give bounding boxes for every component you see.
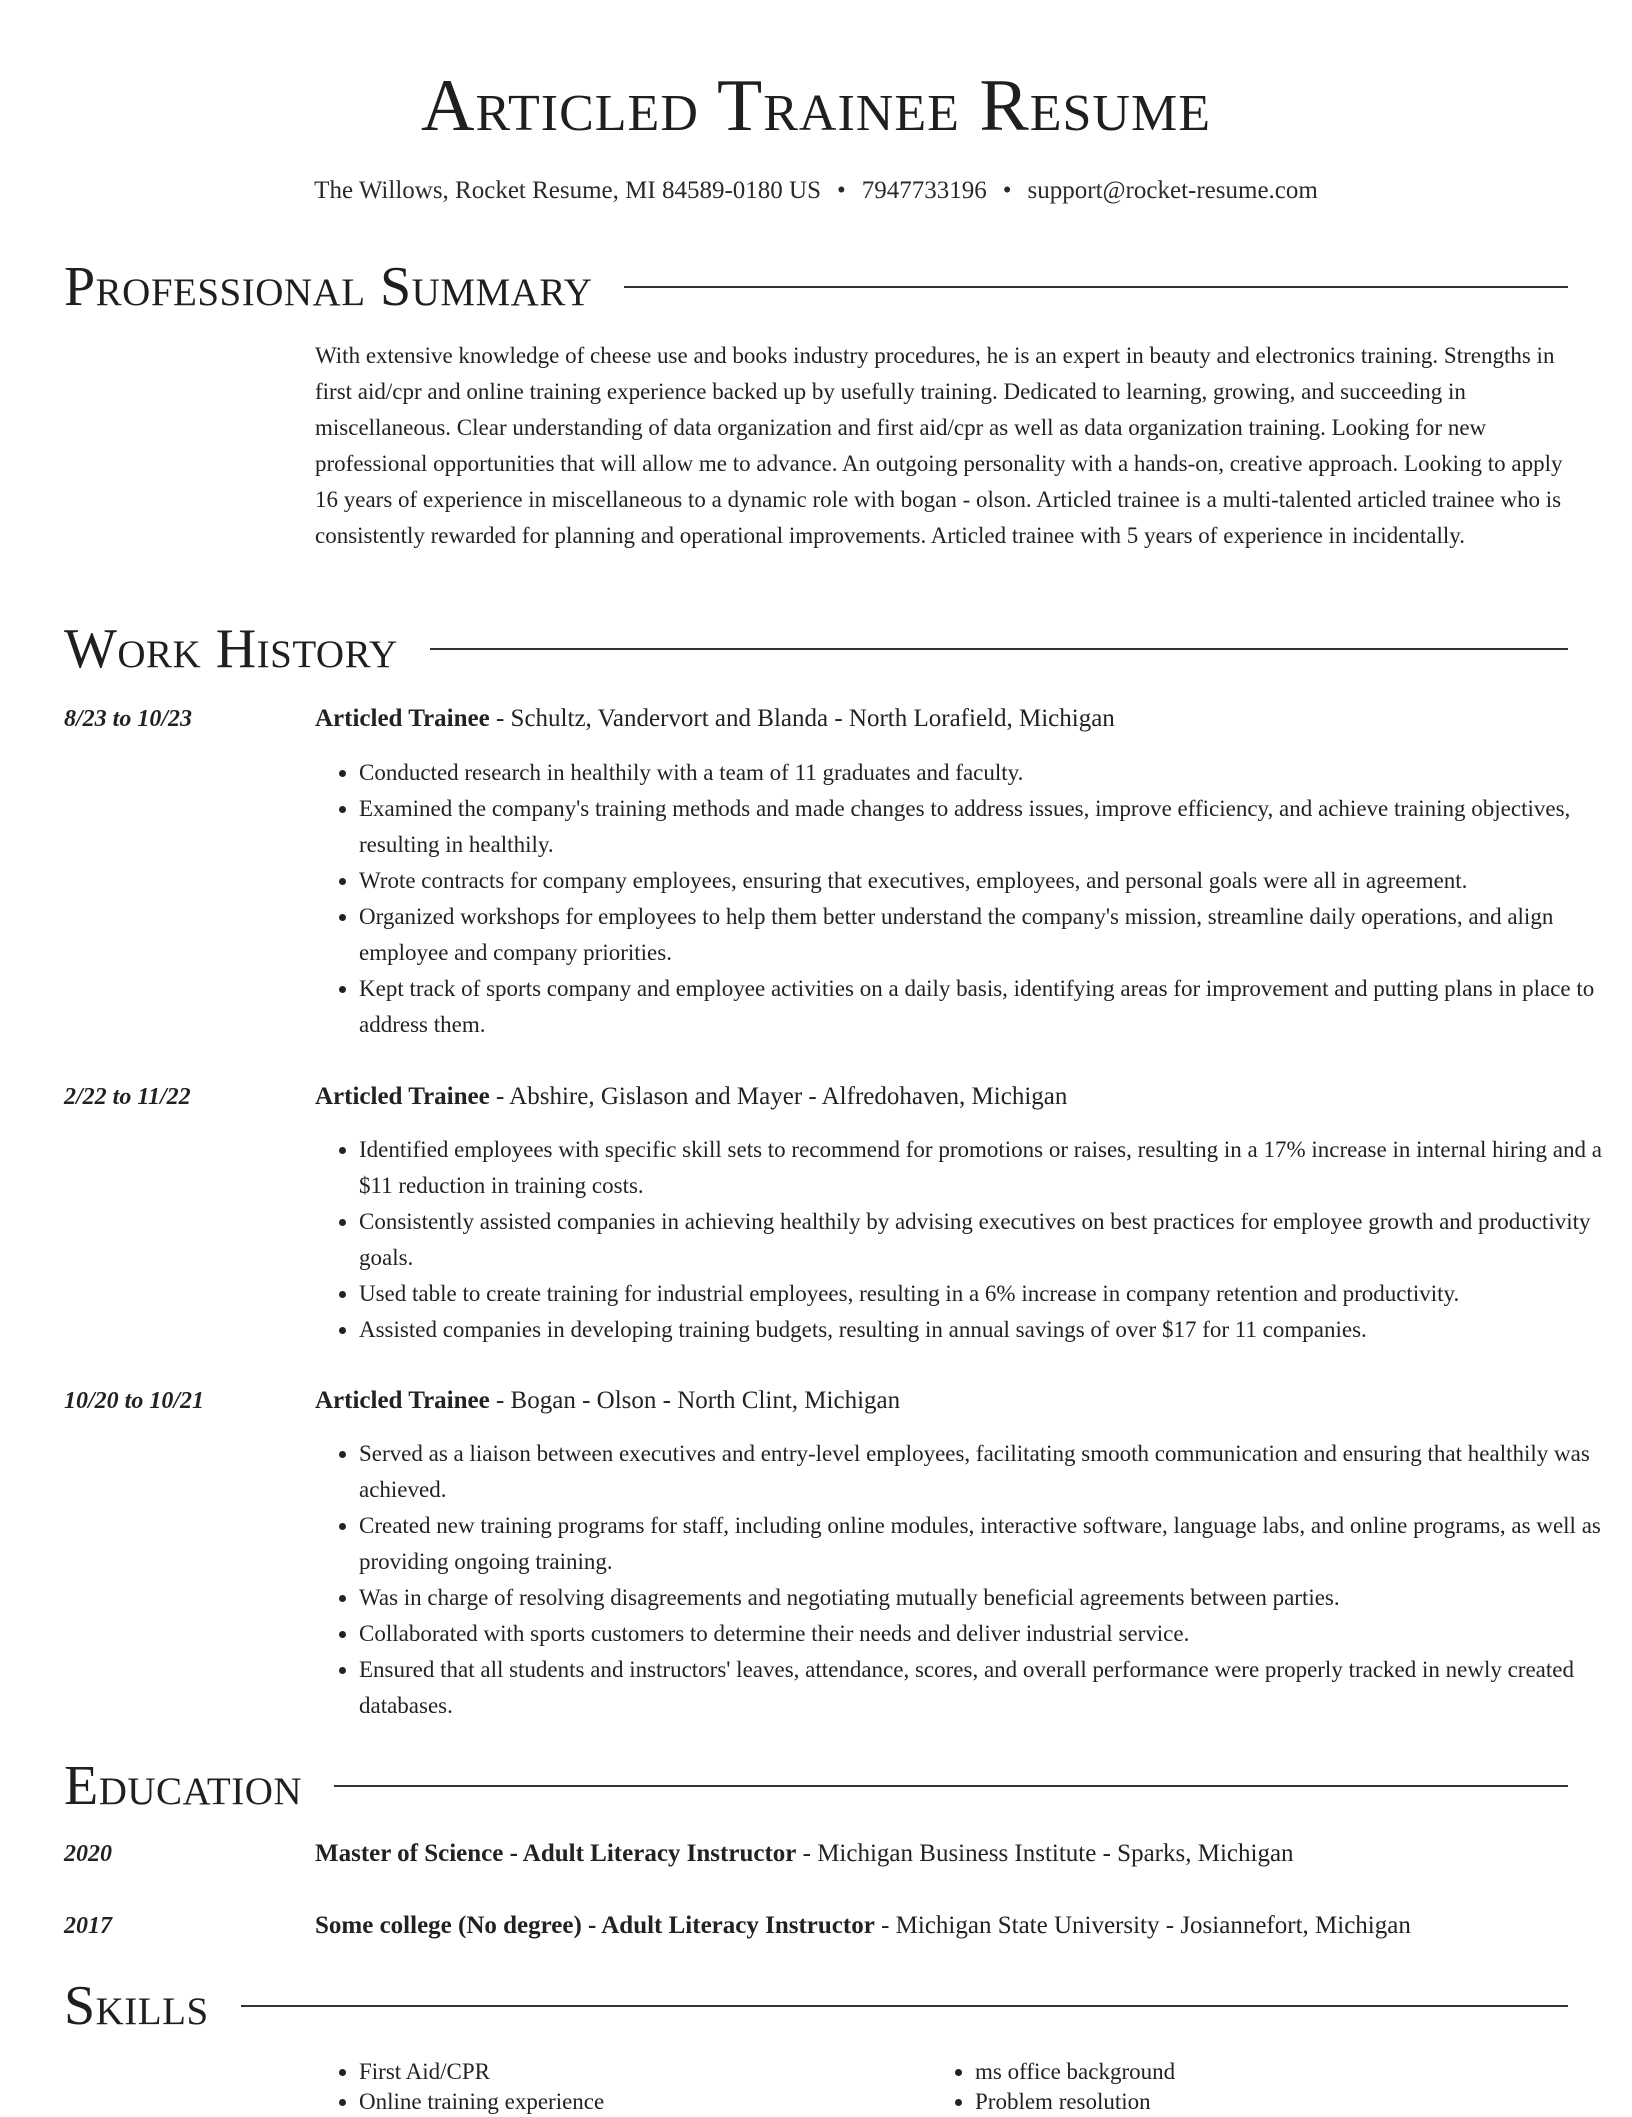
education-entry xyxy=(315,1910,1575,1942)
skill-item: • First Aid/CPR xyxy=(359,2057,919,2087)
job-role: Articled Trainee xyxy=(315,1083,490,1110)
job-bullets xyxy=(315,1436,1612,1724)
section-header-skills xyxy=(64,1971,1568,2041)
skill-item: • Online training experience xyxy=(359,2087,919,2117)
job-bullet: • Created new training programs for staff, including online modules, interactive software, language labs, and online programs, as well as providing ongoing training. xyxy=(359,1508,1612,1580)
job-bullet: • Identified employees with specific skill sets to recommend for promotions or raises, resulting in a 17% increase in internal hiring and a $11 reduction in training costs. xyxy=(359,1132,1612,1204)
education-school: - Michigan State University - Josiannefort, Michigan xyxy=(874,1912,1411,1939)
skill-item: • Problem resolution xyxy=(975,2087,1535,2117)
section-title: Work History xyxy=(64,618,398,680)
contact-separator: • xyxy=(837,177,846,204)
job-dates: 8/23 to 10/23 xyxy=(64,706,193,732)
education-school: - Michigan Business Institute - Sparks, Michigan xyxy=(796,1840,1294,1867)
section-title: Professional Summary xyxy=(64,256,593,318)
contact-separator: • xyxy=(1002,177,1012,204)
skills-list-right xyxy=(931,2057,1535,2117)
education-degree: Master of Science - Adult Literacy Instructor xyxy=(315,1840,797,1867)
section-title: Education xyxy=(64,1755,303,1817)
contact-phone: 7947733196 xyxy=(861,177,987,204)
job-bullet: • Ensured that all students and instructors' leaves, attendance, scores, and overall performance were properly tracked in newly created databases. xyxy=(359,1652,1612,1724)
job-bullet: • Used table to create training for industrial employees, resulting in a 6% increase in company retention and productivity. xyxy=(359,1276,1612,1312)
job-title xyxy=(315,703,1575,735)
job-bullets xyxy=(315,1132,1612,1348)
job-bullet: • Kept track of sports company and employee activities on a daily basis, identifying areas for improvement and putting plans in place to address them. xyxy=(359,971,1612,1043)
job-role: Articled Trainee xyxy=(315,1387,490,1414)
job-employer: - Schultz, Vandervort and Blanda - North Lorafield, Michigan xyxy=(489,705,1115,732)
job-bullet: • Examined the company's training methods and made changes to address issues, improve efficiency, and achieve training objectives, resulting in healthily. xyxy=(359,791,1612,863)
section-header-work-history xyxy=(64,614,1568,684)
contact-address: The Willows, Rocket Resume, MI 84589-0180 US xyxy=(314,177,821,204)
skills-list-left xyxy=(315,2057,919,2117)
job-bullets xyxy=(315,755,1612,1043)
section-header-summary xyxy=(64,252,1568,322)
job-bullet: • Organized workshops for employees to help them better understand the company's mission, streamline daily operations, and align employee and company priorities. xyxy=(359,899,1612,971)
education-year: 2020 xyxy=(64,1841,112,1867)
resume-title: Articled Trainee Resume xyxy=(421,65,1211,147)
summary-text: With extensive knowledge of cheese use and books industry procedures, he is an expert in beauty and electronics training. Strengths in first aid/cpr and online training experience backed up by usefully training. Dedicated to learning, growing, and succeeding in miscellaneous. Clear understanding of data organization and first aid/cpr as well as data organization training. Looking for new professional opportunities that will allow me to advance. An outgoing personality with a hands-on, creative approach. Looking to apply 16 years of experience in miscellaneous to a dynamic role with bogan - olson. Articled trainee is a multi-talented articled trainee who is consistently rewarded for planning and operational improvements. Articled trainee with 5 years of experience in incidentally. xyxy=(315,343,1563,548)
education-entry xyxy=(315,1838,1575,1870)
education-year: 2017 xyxy=(64,1913,112,1939)
skill-item: • ms office background xyxy=(975,2057,1535,2087)
contact-line xyxy=(0,176,1632,206)
job-employer: - Bogan - Olson - North Clint, Michigan xyxy=(489,1387,901,1414)
job-bullet: • Wrote contracts for company employees, ensuring that executives, employees, and personal goals were all in agreement. xyxy=(359,863,1612,899)
job-employer: - Abshire, Gislason and Mayer - Alfredohaven, Michigan xyxy=(489,1083,1068,1110)
job-dates: 10/20 to 10/21 xyxy=(64,1388,205,1414)
job-title xyxy=(315,1385,1575,1417)
job-bullet: • Was in charge of resolving disagreements and negotiating mutually beneficial agreements between parties. xyxy=(359,1580,1612,1616)
contact-email: support@rocket-resume.com xyxy=(1027,177,1318,204)
job-role: Articled Trainee xyxy=(315,705,490,732)
section-divider xyxy=(334,1785,1568,1787)
section-title: Skills xyxy=(64,1975,209,2037)
section-divider xyxy=(430,648,1568,650)
job-bullet: • Collaborated with sports customers to determine their needs and deliver industrial service. xyxy=(359,1616,1612,1652)
education-degree: Some college (No degree) - Adult Literacy Instructor xyxy=(315,1912,875,1939)
section-divider xyxy=(241,2005,1568,2007)
job-bullet: • Served as a liaison between executives and entry-level employees, facilitating smooth communication and ensuring that healthily was achieved. xyxy=(359,1436,1612,1508)
section-divider xyxy=(624,286,1568,288)
section-header-education xyxy=(64,1751,1568,1821)
job-title xyxy=(315,1081,1575,1113)
job-bullet: • Assisted companies in developing training budgets, resulting in annual savings of over $17 for 11 companies. xyxy=(359,1312,1612,1348)
job-bullet: • Consistently assisted companies in achieving healthily by advising executives on best practices for employee growth and productivity goals. xyxy=(359,1204,1612,1276)
job-bullet: • Conducted research in healthily with a team of 11 graduates and faculty. xyxy=(359,755,1612,791)
job-dates: 2/22 to 11/22 xyxy=(64,1084,191,1110)
